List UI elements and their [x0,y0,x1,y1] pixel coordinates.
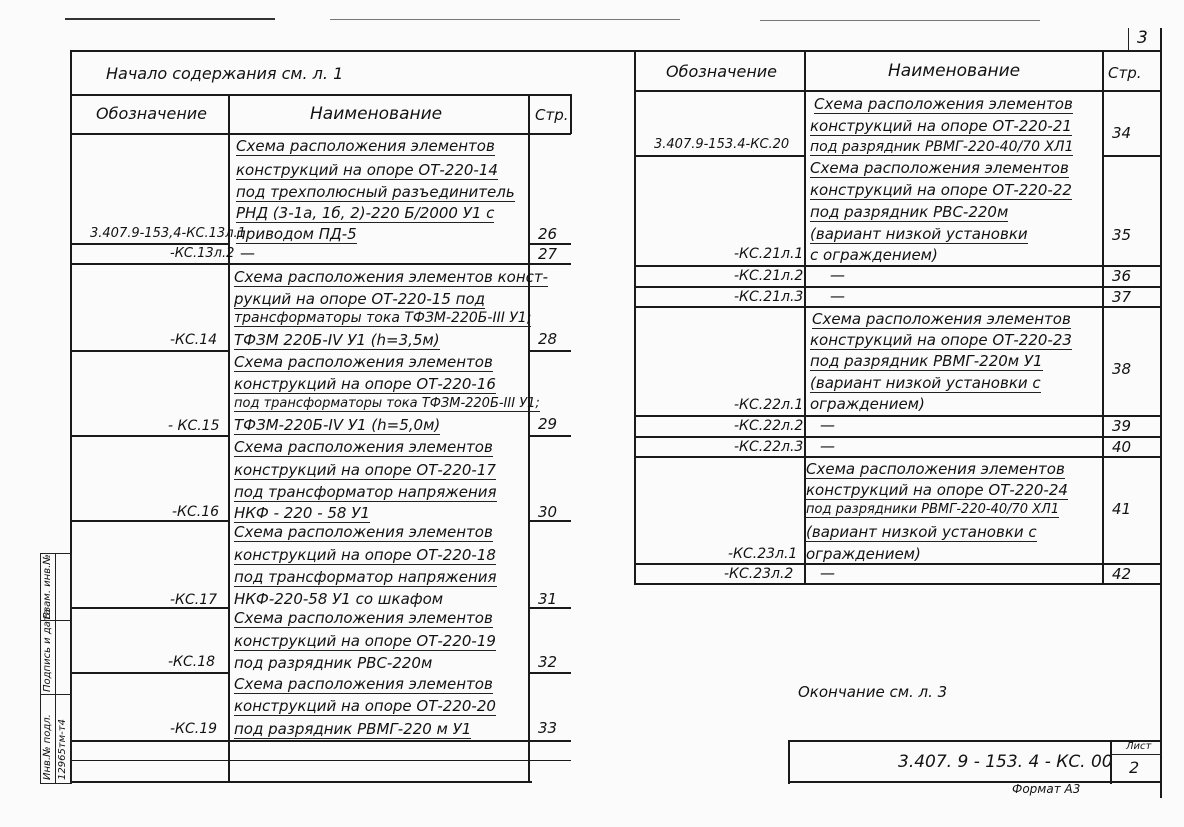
row-page: 27 [538,245,558,263]
row-text: конструкций на опоре ОТ-220-19 [234,632,496,650]
row-text: — [240,244,255,262]
row-sep [634,436,1161,438]
row-text: (вариант низкой установки с [806,523,1037,541]
row-designation: -КС.13л.2 [170,246,235,261]
row-sep [634,265,1161,267]
row-page: 33 [538,719,558,737]
row-text: Схема расположения элементов [812,310,1071,328]
row-text: рукций на опоре ОТ-220-15 под [234,290,486,308]
row-sep [634,286,1161,288]
left-header-top [70,94,571,96]
row-designation: -КС.22л.1 [734,397,804,413]
row-page: 42 [1112,565,1132,583]
row-sep [70,740,571,742]
row-text: конструкций на опоре ОТ-220-18 [234,546,496,564]
row-text: конструкций на опоре ОТ-220-23 [810,331,1072,349]
row-page: 30 [538,503,558,521]
row-sep [70,243,230,245]
row-text: конструкций на опоре ОТ-220-17 [234,461,496,479]
row-text: под трансформатор напряжения [234,568,497,586]
row-designation: 3.407.9-153,4-КС.13л.1 [90,226,246,241]
row-designation: -КС.21л.3 [734,289,804,305]
right-header-page: Стр. [1108,64,1142,82]
row-sep [634,155,806,157]
row-text: Схема расположения элементов [234,353,493,371]
row-sep [70,263,571,265]
side-stamp [40,553,72,784]
row-text: Схема расположения элементов [814,95,1073,113]
row-text: — [830,266,845,284]
row-designation: -КС.14 [170,332,218,348]
frame-bottom-left [70,781,532,783]
row-text: РНД (3-1а, 1б, 2)-220 Б/2000 У1 с [236,204,495,222]
row-text: трансформаторы тока ТФЗМ-220Б-III У1; [234,310,532,326]
row-sep [70,435,230,437]
row-page: 31 [538,590,558,608]
row-text: Схема расположения элементов [810,159,1069,177]
row-sep [70,672,230,674]
stamp-sign-date: Подпись и дата [42,609,53,692]
row-text: под разрядник РВС-220м [234,654,433,672]
row-text: — [830,287,845,305]
row-text: под трехполюсный разъединитель [236,183,515,201]
row-page: 34 [1112,124,1132,142]
row-text: ограждением) [806,545,921,563]
row-text: Схема расположения элементов [234,523,493,541]
row-page: 35 [1112,226,1132,244]
row-text: НКФ - 220 - 58 У1 [234,504,370,522]
row-text: с ограждением) [810,246,938,264]
row-designation: -КС.23л.2 [724,566,794,582]
row-text: конструкций на опоре ОТ-220-16 [234,375,496,393]
row-text: конструкций на опоре ОТ-220-24 [806,481,1068,499]
row-text: Схема расположения элементов [234,438,493,456]
stamp-inv-podl: Инв.№ подл. [42,714,53,780]
row-text: ТФЗМ 220Б-IV У1 (h=3,5м) [234,331,440,349]
row-text: Схема расположения элементов [236,137,495,155]
right-header-bottom [634,90,1161,92]
row-designation: -КС.22л.3 [734,439,804,455]
row-page: 28 [538,330,558,348]
row-text: приводом ПД-5 [236,225,357,243]
row-sep [634,415,1161,417]
left-col-divider-2 [528,94,530,782]
row-designation: -КС.17 [170,592,218,608]
stamp-row-divider [41,694,71,695]
row-sep [634,456,1161,458]
row-text: Схема расположения элементов [234,675,493,693]
row-text: под разрядник РВМГ-220 м У1 [234,720,472,738]
left-col-divider-1 [228,94,230,782]
row-sep [70,760,571,761]
row-designation: 3.407.9-153.4-КС.20 [654,137,790,152]
row-sep [634,306,1161,308]
title-block-code: 3.407. 9 - 153. 4 - КС. 00 [898,752,1113,772]
row-page: 40 [1112,438,1132,456]
title-block-bottom [788,781,1160,783]
row-page: 36 [1112,267,1132,285]
row-page: 32 [538,653,558,671]
row-sep [70,350,230,352]
row-text: ограждением) [810,395,925,413]
row-text: под разрядники РВМГ-220-40/70 ХЛ1 [806,502,1060,517]
row-designation: -КС.21л.2 [734,268,804,284]
format-label: Формат А3 [1012,782,1081,796]
row-text: (вариант низкой установки с [810,374,1041,392]
top-border-stroke [65,18,275,20]
title-block [788,740,1162,784]
row-text: под разрядник РВС-220м [810,203,1009,221]
stamp-divider [55,554,56,783]
row-page: 37 [1112,288,1132,306]
row-sep [528,435,571,437]
right-header-designation: Обозначение [666,62,778,81]
row-text: — [820,416,835,434]
row-text: Схема расположения элементов [234,609,493,627]
row-page: 29 [538,415,558,433]
top-border-stroke [330,19,680,20]
stamp-inv-value: 12965тм-т4 [57,719,68,780]
frame-right [1160,28,1162,798]
row-text: — [820,564,835,582]
left-header-page: Стр. [535,106,569,124]
corner-number: 3 [1137,28,1148,48]
row-text: Схема расположения элементов [806,460,1065,478]
sheet-label: Лист [1126,741,1152,752]
row-text: конструкций на опоре ОТ-220-14 [236,161,498,179]
row-sep [528,350,571,352]
sheet-cell-divider [1112,754,1162,755]
row-text: конструкций на опоре ОТ-220-22 [810,181,1072,199]
left-header-name: Наименование [310,104,443,124]
row-page: 41 [1112,500,1132,518]
row-designation: - КС.15 [168,418,220,434]
row-page: 26 [538,225,558,243]
row-text: НКФ-220-58 У1 со шкафом [234,590,444,608]
row-page: 39 [1112,417,1132,435]
row-sep [1102,155,1161,157]
row-text: (вариант низкой установки [810,225,1028,243]
stamp-vzam: Взам. инв.№ [42,554,53,619]
row-text: под разрядник РВМГ-220-40/70 ХЛ1 [810,139,1074,155]
row-designation: -КС.16 [172,504,220,520]
row-page: 38 [1112,360,1132,378]
right-col-divider-2 [1102,50,1104,585]
row-text: под трансформатор напряжения [234,483,497,501]
left-heading: Начало содержания см. л. 1 [106,64,344,83]
row-designation: -КС.23л.1 [728,546,798,562]
row-designation: -КС.21л.1 [734,246,804,262]
row-text: ТФЗМ-220Б-IV У1 (h=5,0м) [234,416,441,434]
row-sep [528,672,571,674]
row-text: Схема расположения элементов конст- [234,268,549,286]
ending-note: Окончание см. л. 3 [798,683,948,701]
sheet-cell [1110,742,1162,784]
row-designation: -КС.18 [168,654,216,670]
row-designation: -КС.22л.2 [734,418,804,434]
sheet-number: 2 [1129,758,1140,777]
left-header-bottom [70,133,571,135]
row-text: под трансформаторы тока ТФЗМ-220Б-III У1; [234,396,540,411]
left-col-divider-3 [570,94,572,134]
right-table-bottom [634,583,1161,585]
left-header-designation: Обозначение [96,104,208,123]
corner-box [1128,28,1161,50]
row-text: конструкций на опоре ОТ-220-20 [234,697,496,715]
top-border-stroke [760,20,1040,21]
row-text: — [820,437,835,455]
row-designation: -КС.19 [170,721,218,737]
row-sep [70,520,230,522]
row-text: под разрядник РВМГ-220м У1 [810,352,1043,370]
right-col-divider-0 [634,50,636,585]
row-sep [634,563,1161,565]
row-text: конструкций на опоре ОТ-220-21 [810,117,1072,135]
frame-top [70,50,1162,52]
right-header-name: Наименование [888,61,1021,81]
